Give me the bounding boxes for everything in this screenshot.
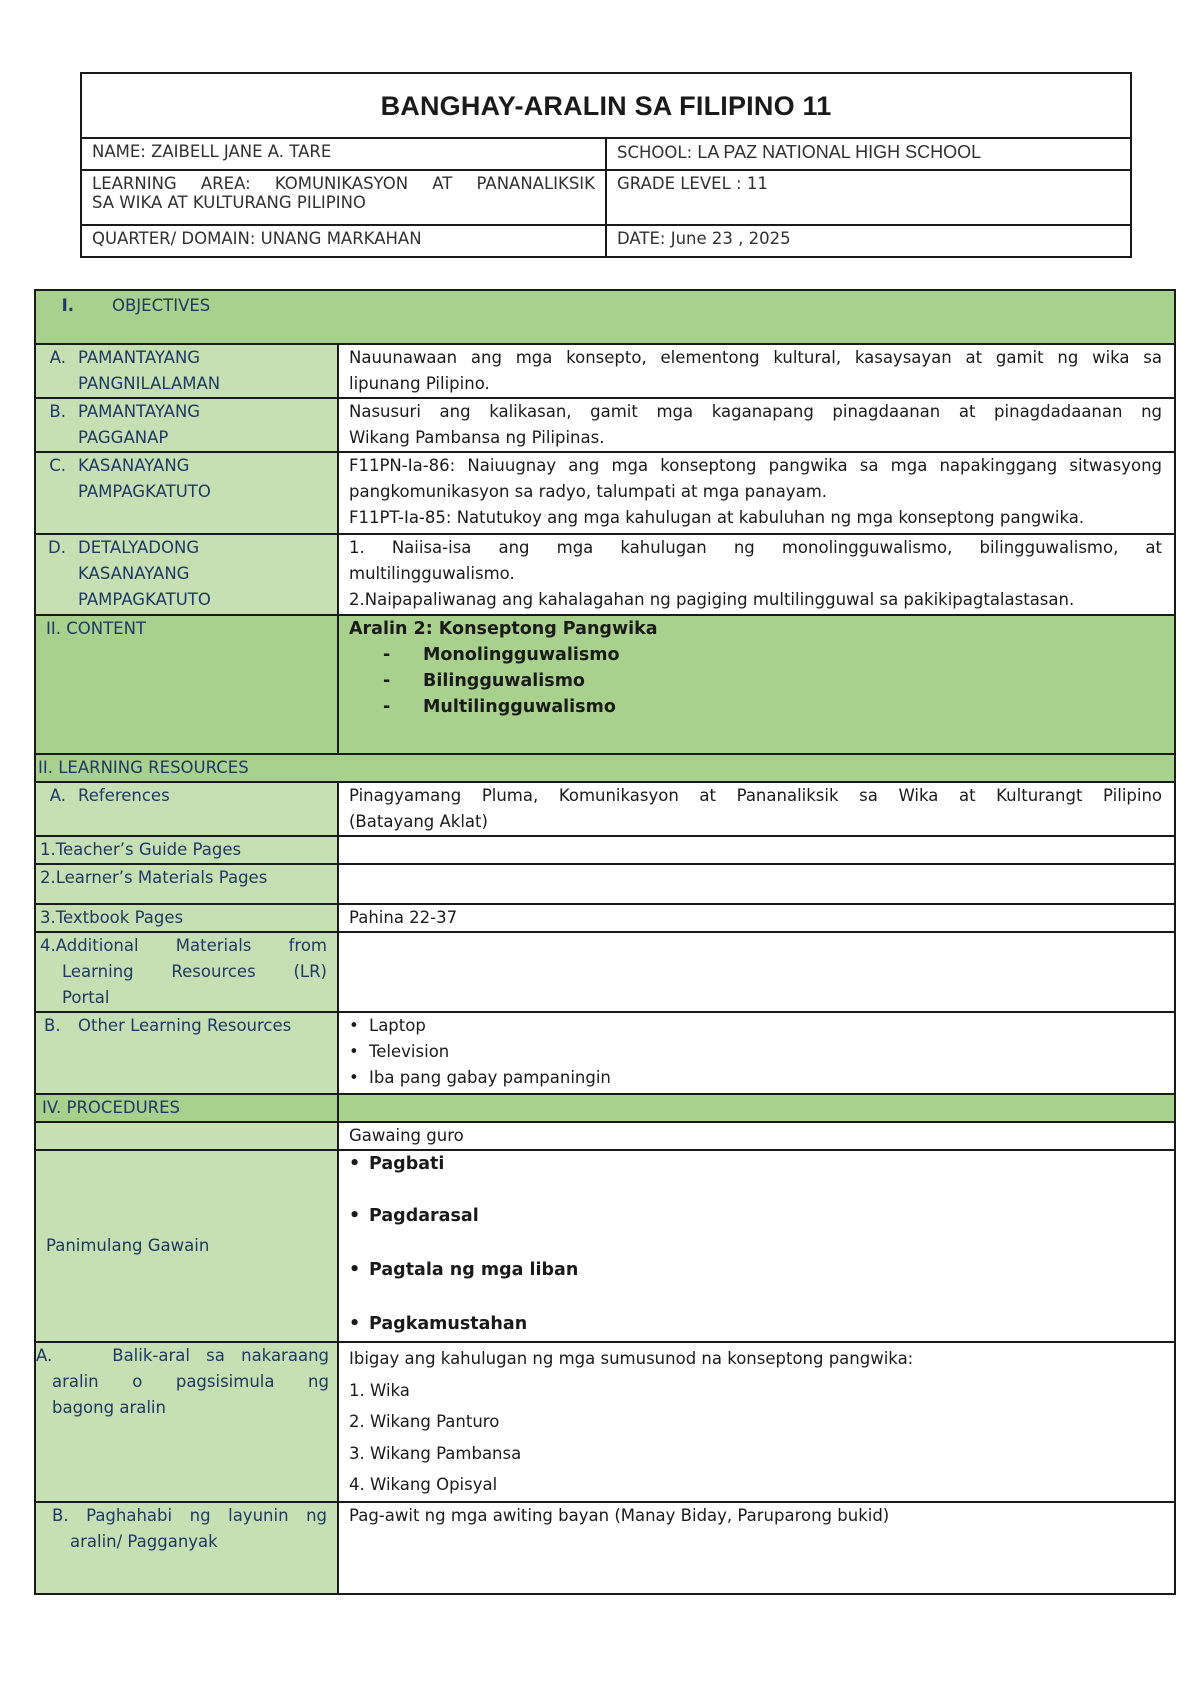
learning-resources-header: II. LEARNING RESOURCES [35, 754, 1175, 782]
objective-c-label [35, 452, 338, 534]
motivation-content: Pag-awit ng mga awiting bayan (Manay Biday, Paruparong bukid) [338, 1502, 1175, 1594]
lesson-date: DATE: June 23 , 2025 [606, 225, 1131, 257]
intro-activity-label: Panimulang Gawain [35, 1150, 338, 1342]
learners-materials-label: 2.Learner’s Materials Pages [35, 864, 338, 904]
resource-item: Iba pang gabay pampaningin [369, 1068, 611, 1087]
list-item [349, 1257, 1162, 1283]
references-label-text: References [78, 786, 170, 805]
objective-a-label-line: PANGNILALAMAN [78, 374, 221, 393]
grade-level: GRADE LEVEL : 11 [606, 170, 1131, 225]
textbook-label: 3.Textbook Pages [35, 904, 338, 932]
dash-marker: - [383, 671, 391, 691]
learning-area-line-2: SA WIKA AT KULTURANG PILIPINO [92, 193, 366, 212]
objectives-number: I. [61, 296, 74, 315]
objective-d-text-line: 2.Naipapaliwanag ang kahalagahan ng pagiging multilingguwal sa pakikipagtalastasan. [349, 590, 1075, 609]
objective-d-letter: D. [48, 538, 66, 557]
dash-marker: - [383, 697, 391, 717]
objective-a-label [35, 344, 338, 398]
teachers-guide-label: 1.Teacher’s Guide Pages [35, 836, 338, 864]
motivation-label [35, 1502, 338, 1594]
topic-item [349, 694, 1162, 720]
topic-text: Multilingguwalismo [423, 697, 616, 717]
review-content [338, 1342, 1175, 1502]
competency-code: F11PN-Ia-86: [349, 456, 456, 475]
objective-a-content [338, 344, 1175, 398]
bullet-icon: • [349, 1206, 361, 1226]
review-label [35, 1342, 338, 1502]
objective-c-label-line: KASANAYANG [78, 456, 190, 475]
list-item [349, 1203, 1162, 1229]
review-item: 1. Wika [349, 1380, 410, 1400]
additional-materials-line: Learning Resources (LR) [62, 962, 327, 981]
review-label-line: Balik-aral sa nakaraang [112, 1346, 329, 1365]
other-resources-letter: B. [44, 1016, 61, 1035]
objective-d-label [35, 534, 338, 615]
list-item [349, 1151, 1162, 1177]
intro-item: Pagtala ng mga liban [369, 1260, 579, 1280]
objective-d-content [338, 534, 1175, 615]
other-resources-label-text: Other Learning Resources [78, 1016, 292, 1035]
objectives-heading: OBJECTIVES [112, 296, 211, 315]
objective-c-label-line: PAMPAGKATUTO [78, 482, 211, 501]
objective-c-text-line: pangkomunikasyon sa radyo, talumpati at mga panayam. [349, 482, 828, 501]
list-item [349, 1013, 1162, 1039]
textbook-pages: Pahina 22-37 [338, 904, 1175, 932]
list-item [349, 1065, 1162, 1091]
motivation-label-line: aralin/ Pagganyak [70, 1531, 218, 1551]
objective-c-text: Natutukoy ang mga kahulugan at kabuluhan ng mga konseptong pangwika. [451, 508, 1085, 527]
review-label-line: aralin o pagsisimula ng [52, 1372, 329, 1391]
bullet-icon: • [349, 1016, 359, 1035]
objective-b-text-line: Nasusuri ang kalikasan, gamit mga kaganapang pinagdaanan at pinagdadaanan ng [349, 402, 1163, 421]
review-letter: A. [36, 1346, 53, 1365]
content-label: II. CONTENT [35, 615, 338, 754]
objectives-header [35, 290, 1175, 344]
review-item: 4. Wikang Opisyal [349, 1475, 498, 1494]
objective-b-text-line: Wikang Pambansa ng Pilipinas. [349, 428, 605, 447]
resource-item: Television [369, 1042, 450, 1061]
review-label-line: bagong aralin [52, 1398, 166, 1417]
objective-d-text-line: 1. Naiisa-isa ang mga kahulugan ng monolingguwalismo, bilingguwalismo, at [349, 538, 1163, 557]
review-item: 2. Wikang Panturo [349, 1412, 500, 1431]
references-label [35, 782, 338, 836]
objective-a-label-line: PAMANTAYANG [78, 348, 201, 367]
school-name: LA PAZ NATIONAL HIGH SCHOOL [697, 142, 982, 162]
dash-marker: - [383, 645, 391, 665]
objective-d-text-line: multilingguwalismo. [349, 564, 515, 583]
references-content [338, 782, 1175, 836]
objective-d-label-line: KASANAYANG [78, 564, 190, 583]
objective-b-label [35, 398, 338, 452]
header-table [80, 72, 1132, 258]
content-body [338, 615, 1175, 754]
objective-a-text-line: Nauunawaan ang mga konsepto, elementong kultural, kasaysayan at gamit ng wika sa [349, 348, 1163, 367]
bullet-icon: • [349, 1154, 361, 1174]
intro-activity-list [338, 1150, 1175, 1342]
objective-c-content [338, 452, 1175, 534]
intro-item: Pagkamustahan [369, 1314, 528, 1334]
teachers-guide-value [338, 836, 1175, 864]
learning-area-line-1: LEARNING AREA: KOMUNIKASYON AT PANANALIKSIK [92, 174, 595, 193]
quarter-domain: QUARTER/ DOMAIN: UNANG MARKAHAN [81, 225, 606, 257]
school-cell [606, 138, 1131, 170]
reference-line: (Batayang Aklat) [349, 812, 488, 831]
school-label: SCHOOL: [617, 143, 698, 162]
objective-d-label-line: PAMPAGKATUTO [78, 590, 211, 609]
topic-text: Bilingguwalismo [423, 671, 585, 691]
lesson-plan-table [34, 289, 1176, 1595]
reference-line: Pinagyamang Pluma, Komunikasyon at Pananaliksik sa Wika at Kulturangt Pilipino [349, 786, 1163, 805]
competency-code: F11PT-Ia-85: [349, 508, 452, 527]
topic-item [349, 668, 1162, 694]
procedures-label: IV. PROCEDURES [35, 1094, 338, 1122]
other-resources-label [35, 1012, 338, 1094]
list-item [349, 1311, 1162, 1337]
additional-materials-label [35, 932, 338, 1012]
objective-b-content [338, 398, 1175, 452]
bullet-icon: • [349, 1260, 361, 1280]
objective-b-letter: B. [49, 402, 66, 421]
resource-item: Laptop [369, 1016, 426, 1035]
bullet-icon: • [349, 1068, 359, 1087]
procedures-subheader-left [35, 1122, 338, 1150]
objective-b-label-line: PAMANTAYANG [78, 402, 201, 421]
teacher-activity-label: Gawaing guro [338, 1122, 1175, 1150]
document-title: BANGHAY-ARALIN SA FILIPINO 11 [81, 73, 1131, 138]
review-intro: Ibigay ang kahulugan ng mga sumusunod na konseptong pangwika: [349, 1349, 914, 1368]
objective-c-text: Naiuugnay ang mga konseptong pangwika sa mga napakinggang sitwasyong [455, 456, 1163, 475]
intro-item: Pagbati [369, 1154, 445, 1174]
objective-a-letter: A. [49, 348, 66, 367]
topic-item [349, 642, 1162, 668]
references-letter: A. [49, 786, 66, 805]
lesson-title: Aralin 2: Konseptong Pangwika [349, 619, 658, 639]
list-item [349, 1039, 1162, 1065]
objective-a-text-line: lipunang Pilipino. [349, 374, 490, 393]
intro-item: Pagdarasal [369, 1206, 479, 1226]
learners-materials-value [338, 864, 1175, 904]
bullet-icon: • [349, 1314, 361, 1334]
procedures-header-right [338, 1094, 1175, 1122]
objective-c-letter: C. [49, 456, 66, 475]
additional-materials-value [338, 932, 1175, 1012]
review-item: 3. Wikang Pambansa [349, 1443, 522, 1463]
additional-materials-line: Portal [62, 988, 110, 1007]
bullet-icon: • [349, 1042, 359, 1061]
learning-area [81, 170, 606, 225]
additional-materials-line: 4.Additional Materials from [40, 936, 327, 955]
topic-text: Monolingguwalismo [423, 645, 620, 665]
motivation-label-line: B. Paghahabi ng layunin ng [52, 1505, 327, 1525]
objective-d-label-line: DETALYADONG [78, 538, 200, 557]
teacher-name: NAME: ZAIBELL JANE A. TARE [81, 138, 606, 170]
other-resources-list [338, 1012, 1175, 1094]
objective-b-label-line: PAGGANAP [78, 428, 169, 447]
